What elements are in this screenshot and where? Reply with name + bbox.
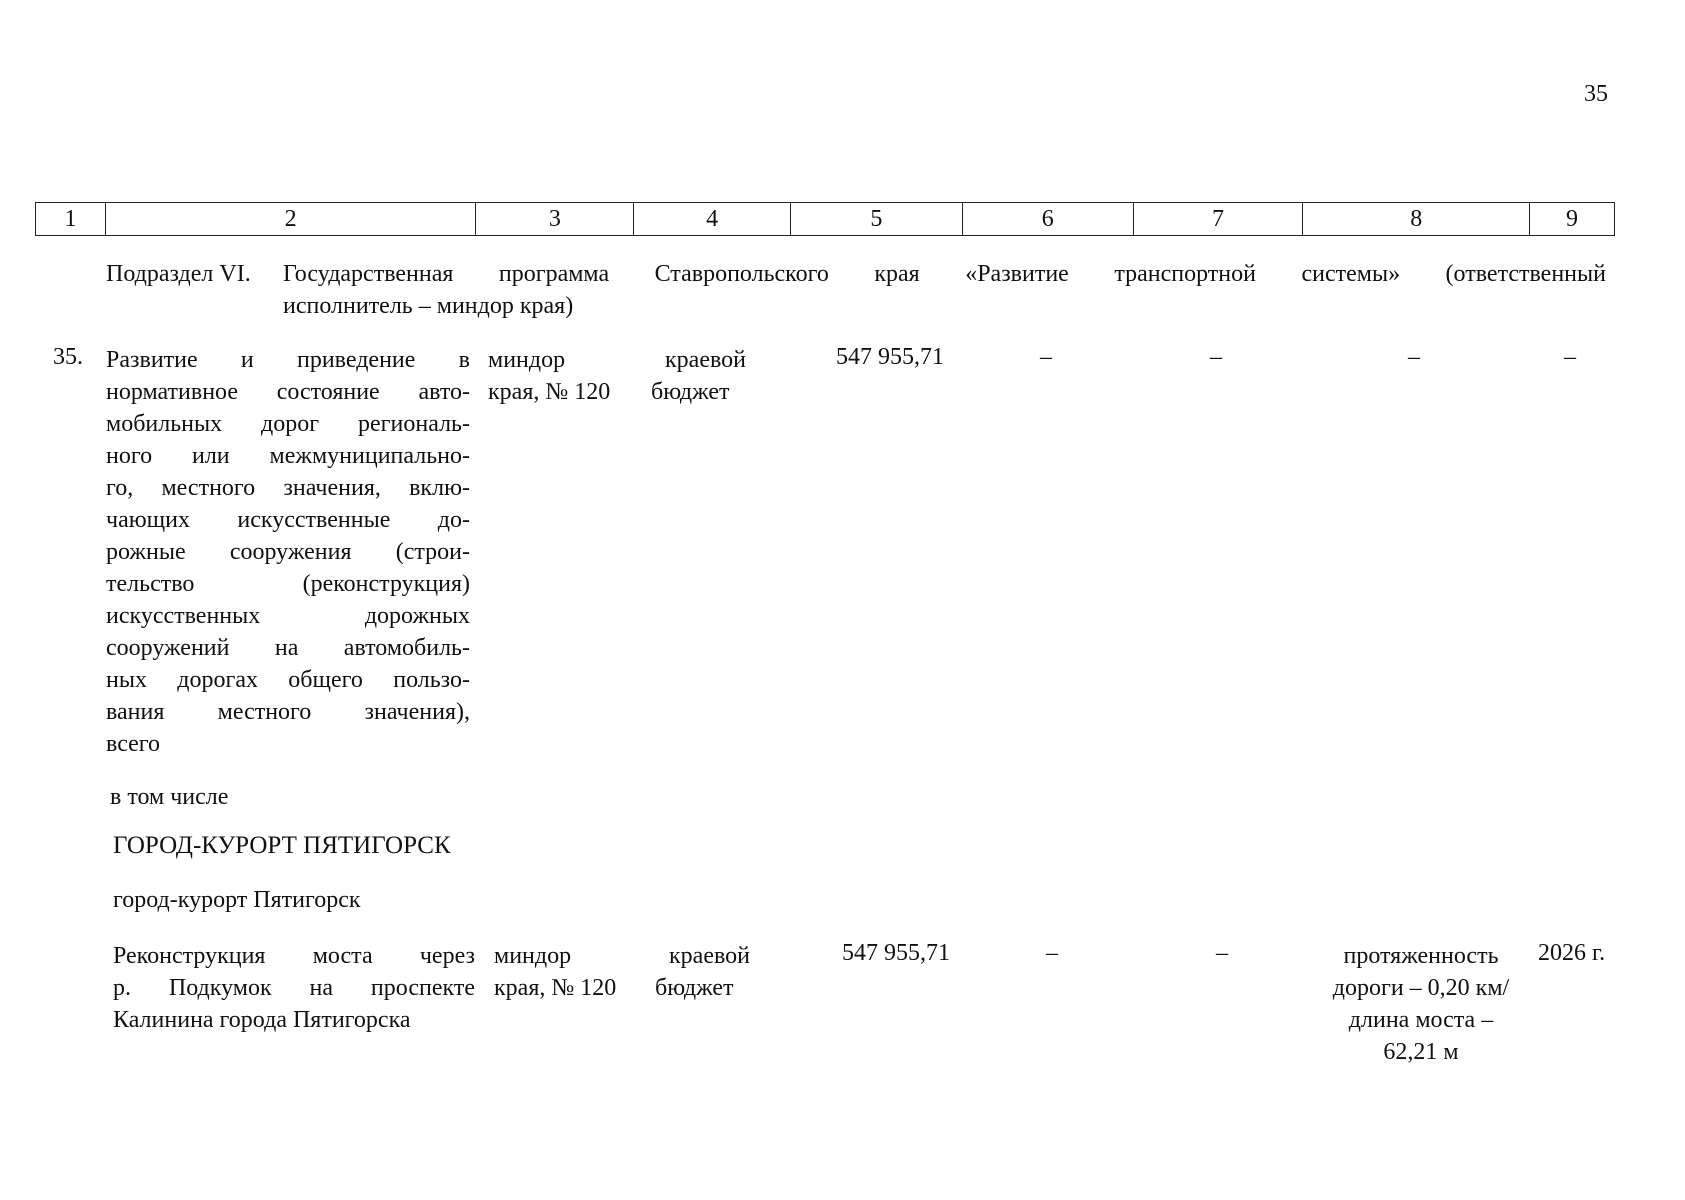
row-amount: 547 955,71 [836, 344, 944, 370]
column-header-8: 8 [1303, 203, 1530, 235]
column-header-3: 3 [476, 203, 634, 235]
object-col7-dash: – [1216, 940, 1228, 966]
municipality-name: город-курорт Пятигорск [113, 887, 361, 913]
object-col6-dash: – [1046, 940, 1058, 966]
row-description-line: тельство (реконструкция) [106, 571, 470, 597]
row-col9-dash: – [1564, 344, 1576, 370]
object-indicator-line: 62,21 м [1383, 1039, 1459, 1065]
row-description-line: вания местного значения), [106, 699, 470, 725]
column-header-1: 1 [36, 203, 106, 235]
row-description-line: мобильных дорог региональ- [106, 411, 470, 437]
source-word: краевой [665, 347, 746, 373]
object-indicator [1306, 940, 1536, 1068]
row-description-line: Развитие и приведение в [106, 347, 470, 373]
row-description-line: всего [106, 731, 161, 757]
object-amount: 547 955,71 [842, 940, 950, 966]
object-description [113, 940, 475, 1036]
executor-word: миндор [488, 347, 566, 373]
row-executor-source [488, 344, 788, 408]
subsection-line-2: исполнитель – миндор края) [283, 293, 574, 319]
row-col6-dash: – [1040, 344, 1052, 370]
row-description-line: чающих искусственные до- [106, 507, 470, 533]
source-word-2: бюджет [651, 379, 730, 405]
object-indicator-line: протяженность [1343, 943, 1499, 969]
executor-number: края, № 120 [494, 975, 617, 1001]
object-description-line: р. Подкумок на проспекте [113, 975, 475, 1001]
row-description-line: ных дорогах общего пользо- [106, 667, 470, 693]
column-header-6: 6 [963, 203, 1134, 235]
row-number: 35. [53, 344, 83, 370]
row-description-line: ного или межмуниципально- [106, 443, 470, 469]
row-col7-dash: – [1210, 344, 1222, 370]
object-indicator-line: длина моста – [1348, 1007, 1494, 1033]
row-description [106, 344, 470, 760]
object-year: 2026 г. [1538, 940, 1606, 966]
row-description-line: искусственных дорожных [106, 603, 470, 629]
row-description-line: сооружений на автомобиль- [106, 635, 470, 661]
page-number: 35 [1584, 81, 1608, 107]
column-header-7: 7 [1134, 203, 1304, 235]
row-col8-dash: – [1408, 344, 1420, 370]
column-header-5: 5 [791, 203, 963, 235]
subsection-label: Подраздел VI. [106, 261, 251, 287]
object-description-line: Реконструкция моста через [113, 943, 475, 969]
object-description-line: Калинина города Пятигорска [113, 1007, 411, 1033]
object-indicator-line: дороги – 0,20 км/ [1332, 975, 1510, 1001]
column-header-4: 4 [634, 203, 791, 235]
row-description-line: рожные сооружения (строи- [106, 539, 470, 565]
source-word-2: бюджет [655, 975, 734, 1001]
row-description-line: го, местного значения, вклю- [106, 475, 470, 501]
subsection-line-1: Государственная программа Ставропольского края «Развитие транспортной системы» (ответственный [283, 261, 1606, 287]
object-executor-source [494, 940, 794, 1004]
row-description-line: нормативное состояние авто- [106, 379, 470, 405]
municipality-heading: ГОРОД-КУРОРТ ПЯТИГОРСК [113, 832, 451, 859]
including-label: в том числе [110, 784, 229, 810]
column-header-9: 9 [1566, 205, 1579, 232]
column-header-2: 2 [106, 203, 477, 235]
source-word: краевой [669, 943, 750, 969]
executor-word: миндор [494, 943, 572, 969]
column-number-header [35, 202, 1615, 236]
executor-number: края, № 120 [488, 379, 611, 405]
